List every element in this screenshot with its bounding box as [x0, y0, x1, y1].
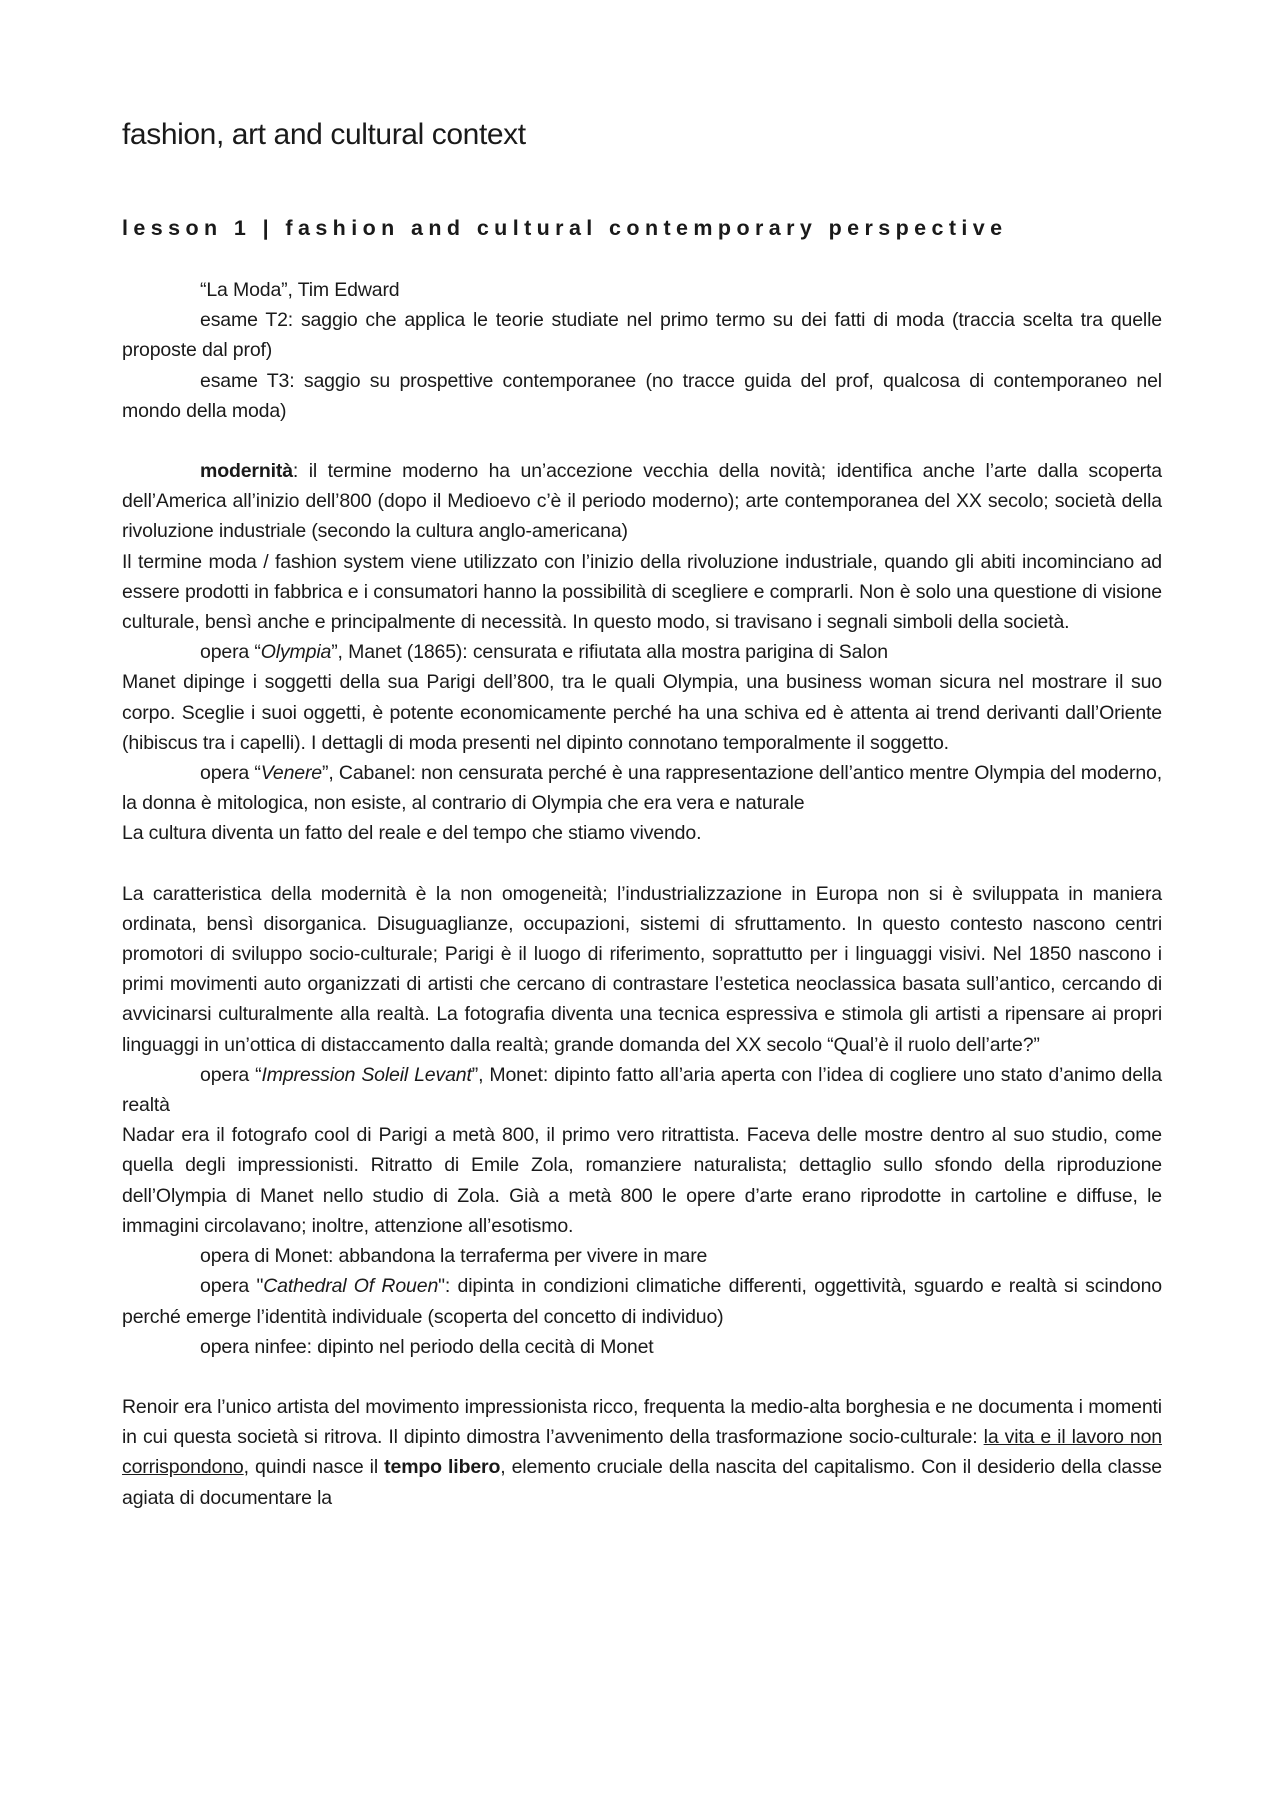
- term-modernita: modernità: [200, 460, 293, 483]
- paragraph-nadar: Nadar era il fotografo cool di Parigi a metà 800, il primo vero ritrattista. Faceva delle mostre dentro al suo studio, come quella degli impressionisti. Ritratto di Emile Zola, romanziere naturalista; dettaglio sullo sfondo della riproduzione dell’Olympia di Manet nello studio di Zola. Già a metà 800 le opere d’arte erano riprodotte in cartoline e diffuse, le immagini circolavano; inoltre, attenzione all’esotismo.: [122, 1124, 1162, 1237]
- work-title-olympia: Olympia: [260, 641, 332, 664]
- paragraph-monet-mare: opera di Monet: abbandona la terraferma per vivere in mare: [200, 1245, 708, 1268]
- paragraph-fashion-system: Il termine moda / fashion system viene utilizzato con l’inizio della rivoluzione industriale, quando gli abiti incominciano ad essere prodotti in fabbrica e i consumatori hanno la possibilità di scegliere e comprarli. Non è solo una questione di visione culturale, bensì anche e principalmente di necessità. In questo modo, si travisano i segnali simboli della società.: [122, 550, 1162, 634]
- paragraph-spacer: [122, 849, 1162, 879]
- work-title-cathedral: Cathedral Of Rouen: [263, 1275, 439, 1298]
- paragraph-spacer: [122, 426, 1162, 456]
- paragraph-exam-t3: esame T3: saggio su prospettive contemporanee (no tracce guida del prof, qualcosa di contemporaneo nel mondo della moda): [122, 369, 1162, 422]
- document-body: [122, 275, 1162, 1513]
- paragraph-caratteristica: La caratteristica della modernità è la non omogeneità; l’industrializzazione in Europa non si è sviluppata in maniera ordinata, bensì disorganica. Disuguaglianze, occupazioni, sistemi di sfruttamento. In questo contesto nascono centri promotori di sviluppo socio-culturale; Parigi è il luogo di riferimento, soprattutto per i linguaggi visivi. Nel 1850 nascono i primi movimenti auto organizzati di artisti che cercano di contrastare l’estetica neoclassica basata sull’antico, cercando di avvicinarsi culturalmente alla realtà. La fotografia diventa una tecnica espressiva e stimola gli artisti a ripensare ai propri linguaggi in un’ottica di distaccamento dalla realtà; grande domanda del XX secolo “Qual’è il ruolo dell’arte?”: [122, 882, 1162, 1056]
- paragraph-cultura: La cultura diventa un fatto del reale e del tempo che stiamo vivendo.: [122, 822, 702, 845]
- paragraph-manet: Manet dipinge i soggetti della sua Parigi dell’800, tra le quali Olympia, una business woman sicura nel mostrare il suo corpo. Sceglie i suoi oggetti, è potente economicamente perché ha una schiva ed è attenta ai trend derivanti dall’Oriente (hibiscus tra i capelli). I dettagli di moda presenti nel dipinto connotano temporalmente il soggetto.: [122, 671, 1162, 754]
- document-title: fashion, art and cultural context: [122, 118, 526, 151]
- lesson-heading: lesson 1 | fashion and cultural contemporary perspective: [122, 216, 1008, 240]
- paragraph-impression: opera “Impression Soleil Levant”, Monet: dipinto fatto all’aria aperta con l’idea di cogliere uno stato d’animo della realtà: [122, 1063, 1162, 1117]
- underlined-phrase: la vita e il lavoro non corrispondono: [122, 1426, 1162, 1479]
- paragraph-olympia: opera “Olympia”, Manet (1865): censurata e rifiutata alla mostra parigina di Salon: [200, 641, 888, 664]
- paragraph-modernita: [122, 456, 1162, 547]
- work-title-venere: Venere: [260, 762, 323, 785]
- paragraph-exam-t2: esame T2: saggio che applica le teorie studiate nel primo termo su dei fatti di moda (traccia scelta tra quelle proposte dal prof): [122, 309, 1162, 362]
- paragraph-venere: opera “Venere”, Cabanel: non censurata perché è una rappresentazione dell’antico mentre Olympia del moderno, la donna è mitologica, non esiste, al contrario di Olympia che era vera e naturale: [122, 762, 1162, 815]
- modernita-definition: : il termine moderno ha un’accezione vecchia della novità; identifica anche l’arte dalla scoperta dell’America all’inizio dell’800 (dopo il Medioevo c’è il periodo moderno); arte contemporanea del XX secolo; società della rivoluzione industriale (secondo la cultura anglo-americana): [122, 460, 1162, 543]
- paragraph-source: “La Moda”, Tim Edward: [200, 279, 400, 301]
- term-tempo-libero: tempo libero: [384, 1456, 501, 1479]
- paragraph-spacer: [122, 1362, 1162, 1392]
- paragraph-cathedral: opera "Cathedral Of Rouen": dipinta in condizioni climatiche differenti, oggettività, sguardo e realtà si scindono perché emerge l’identità individuale (scoperta del concetto di individuo): [122, 1275, 1163, 1328]
- paragraph-ninfee: opera ninfee: dipinto nel periodo della cecità di Monet: [200, 1335, 654, 1358]
- work-title-impression: Impression Soleil Levant: [261, 1063, 472, 1086]
- paragraph-renoir: Renoir era l’unico artista del movimento impressionista ricco, frequenta la medio-alta borghesia e ne documenta i momenti in cui questa società si ritrova. Il dipinto dimostra l’avvenimento della trasformazione socio-culturale: la vita e il lavoro non corrispondono, quindi nasce il tempo libero, elemento cruciale della nascita del capitalismo. Con il desiderio della classe agiata di documentare la: [122, 1395, 1162, 1509]
